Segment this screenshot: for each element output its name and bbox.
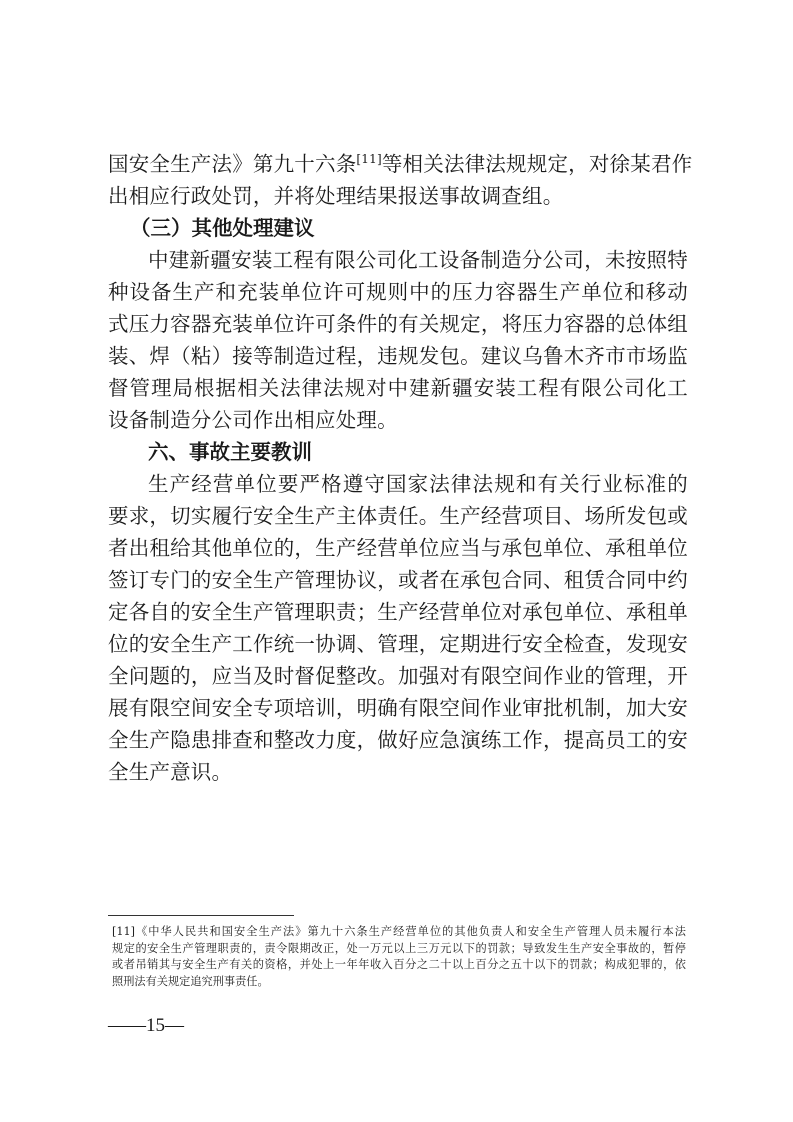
section-heading-other-suggestions: （三）其他处理建议	[130, 216, 315, 240]
paragraph-line: 位的安全生产工作统一协调、管理，定期进行安全检查，发现安	[108, 632, 688, 656]
paragraph-line: 全生产意识。	[108, 760, 233, 784]
paragraph-line: 督管理局根据相关法律法规对中建新疆安装工程有限公司化工	[108, 376, 688, 400]
paragraph-line: 装、焊（粘）接等制造过程，违规发包。建议乌鲁木齐市市场监	[108, 344, 688, 368]
section-heading-lessons: 六、事故主要教训	[148, 440, 312, 464]
paragraph-line: 设备制造分公司作出相应处理。	[108, 408, 398, 432]
page-number: ——15—	[108, 1015, 184, 1036]
paragraph-line: 生产经营单位要严格遵守国家法律法规和有关行业标准的	[148, 472, 688, 496]
footnote-line: [11]《中华人民共和国安全生产法》第九十六条生产经营单位的其他负责人和安全生产管理人员未履行本法	[112, 925, 686, 938]
body-text	[108, 148, 693, 788]
footnote-separator	[108, 915, 294, 916]
paragraph-line: 者出租给其他单位的，生产经营单位应当与承包单位、承租单位	[108, 536, 688, 560]
paragraph-line	[108, 148, 693, 180]
paragraph-line: 全问题的，应当及时督促整改。加强对有限空间作业的管理，开	[108, 664, 688, 688]
paragraph-line: 展有限空间安全专项培训，明确有限空间作业审批机制，加大安	[108, 696, 688, 720]
text-segment: 等相关法律法规规定，对徐某君作	[381, 152, 693, 176]
paragraph-line: 定各自的安全生产管理职责；生产经营单位对承包单位、承租单	[108, 600, 688, 624]
paragraph-line: 式压力容器充装单位许可条件的有关规定，将压力容器的总体组	[108, 312, 688, 336]
paragraph-line: 要求，切实履行安全生产主体责任。生产经营项目、场所发包或	[108, 504, 688, 528]
footnote-reference[interactable]: [11]	[356, 152, 382, 167]
paragraph-line: 种设备生产和充装单位许可规则中的压力容器生产单位和移动	[108, 280, 688, 304]
text-segment: 国安全生产法》第九十六条	[108, 152, 357, 176]
paragraph-line: 中建新疆安装工程有限公司化工设备制造分公司，未按照特	[148, 248, 688, 272]
paragraph-line: 全生产隐患排查和整改力度，做好应急演练工作，提高员工的安	[108, 728, 688, 752]
footnote	[112, 924, 686, 990]
footnote-line: 或者吊销其与安全生产有关的资格，并处上一年年收入百分之二十以上百分之五十以下的罚款；构成犯罪的，依	[112, 958, 686, 971]
footnote-line: 规定的安全生产管理职责的，责令限期改正，处一万元以上三万元以下的罚款；导致发生生产安全事故的，暂停	[112, 941, 686, 955]
paragraph-line: 签订专门的安全生产管理协议，或者在承包合同、租赁合同中约	[108, 568, 688, 592]
paragraph-line: 出相应行政处罚，并将处理结果报送事故调查组。	[108, 184, 564, 208]
footnote-line: 照刑法有关规定追究刑事责任。	[112, 974, 269, 988]
